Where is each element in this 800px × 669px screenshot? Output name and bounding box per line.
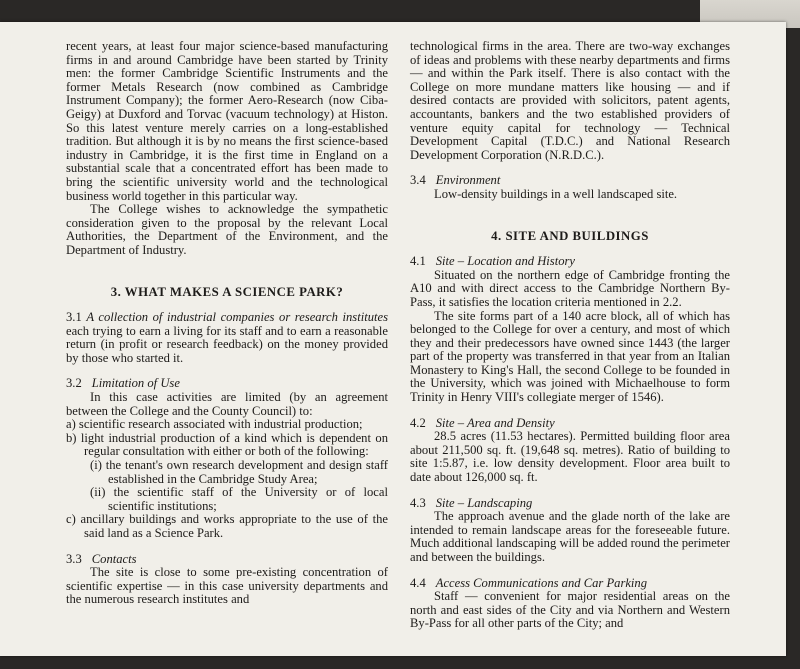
- section-3-2-item-c: c) ancillary buildings and works appropriate to the use of the said land as a Science Park.: [66, 512, 388, 540]
- section-3-2-heading: [66, 377, 388, 391]
- section-4-2-number: 4.2: [410, 415, 426, 430]
- section-3-3-continued: technological firms in the area. There are two-way exchanges of ideas and problems with these nearby departments and firms — and within the Park itself. There is also contact with the College on more mundane matters like housing — and if desired contacts are provided with solicitors, patent agents, accountants, bankers and the two established providers of venture equity capital for technology — Technical Development Capital (T.D.C.) and National Research Development Corporation (N.R.D.C.).: [410, 39, 730, 162]
- section-3-2-item-b-ii: (ii) the scientific staff of the University or of local scientific institutions;: [90, 485, 388, 513]
- section-3-1-number: 3.1: [66, 310, 82, 325]
- right-column: [410, 40, 730, 631]
- section-4-2-title: Site – Area and Density: [435, 415, 555, 430]
- section-3-1-italic: A collection of industrial companies or research institutes: [86, 310, 388, 325]
- intro-paragraph: recent years, at least four major science-based manufacturing firms in and around Cambridge have been started by Trinity men: the former Cambridge Scientific Instruments and the former Metals Research (now combined as Cambridge Instrument Company); the former Aero-Research (now Ciba-Geigy) at Duxford and Torvac (vacuum technology) at Histon. So this latest venture merely carries on a long-established tradition. But although it is by no means the first science-based industry in Cambridge, it is the first time in England on a substantial scale that a concentrated effort has been made to bring the scientific university world and the technological business world together in this particular way.: [66, 39, 388, 203]
- section-4-heading: 4. SITE AND BUILDINGS: [491, 228, 649, 243]
- section-4-4-title: Access Communications and Car Parking: [435, 575, 648, 590]
- acknowledge-paragraph: The College wishes to acknowledge the sympathetic consideration given to the proposal by the relevant Local Authorities, the Department of the Environment, and the Department of Industry.: [66, 202, 388, 257]
- section-4-3-heading: [410, 497, 730, 511]
- section-4-1-number: 4.1: [410, 254, 426, 269]
- section-4-1-title: Site – Location and History: [435, 254, 575, 269]
- section-4-1-paragraph-1: Situated on the northern edge of Cambridge fronting the A10 and with direct access to the Cambridge Northern By-Pass, it satisfies the location criteria mentioned in 2.2.: [410, 267, 730, 309]
- section-4-1-paragraph-2: The site forms part of a 140 acre block, all of which has belonged to the College for over a century, and most of which they and their predecessors have owned since 1443 (the larger part of the property was transferred in that year from an Italian Monastery to King's Hall, the second College to be founded in the University, which was joined with Michaelhouse to form Trinity in Henry VIII's collegiate merger of 1546).: [410, 308, 730, 405]
- section-3-heading: 3. WHAT MAKES A SCIENCE PARK?: [110, 284, 344, 299]
- section-3-3-heading: [66, 553, 388, 567]
- section-3-3-text: The site is close to some pre-existing concentration of scientific expertise — in this case university departments and the numerous research institutes and: [66, 565, 388, 607]
- section-3-2-item-b: b) light industrial production of a kind which is dependent on regular consultation with either or both of the following:: [66, 430, 388, 459]
- section-3-3-title: Contacts: [91, 551, 137, 566]
- section-3-4-heading: [410, 174, 730, 188]
- left-column: [66, 40, 388, 607]
- section-4-2-text: 28.5 acres (11.53 hectares). Permitted building floor area about 211,500 sq. ft. (19,648 sq. metres). Ratio of building to site 1:5.87, i.e. low density development. Floor area built to date about 126,000 sq. ft.: [410, 429, 730, 485]
- section-4-3-number: 4.3: [410, 495, 426, 510]
- section-4-3-title: Site – Landscaping: [435, 495, 533, 510]
- document-page: [0, 22, 786, 656]
- section-4-1-heading: [410, 255, 730, 269]
- section-3-4-title: Environment: [435, 173, 501, 188]
- section-4-3-text: The approach avenue and the glade north of the lake are intended to remain landscape areas for the foreseeable future. Much additional landscaping will be added round the perimeter and between the buildings.: [410, 509, 730, 564]
- section-4-4-text: Staff — convenient for major residential areas on the north and east sides of the City and via Northern and Western By-Pass for all other parts of the City; and: [410, 589, 730, 631]
- section-3-2-number: 3.2: [66, 376, 82, 391]
- section-3-1-text: each trying to earn a living for its staff and to earn a reasonable return (in profit or research feedback) on the money provided by those who started it.: [66, 323, 388, 365]
- section-3-1: [66, 311, 388, 365]
- section-3-4-number: 3.4: [410, 173, 426, 188]
- section-3-2-intro: In this case activities are limited (by an agreement between the College and the County Council) to:: [66, 390, 388, 418]
- section-3-2-item-a: a) scientific research associated with industrial production;: [66, 417, 363, 432]
- section-4-4-heading: [410, 577, 730, 591]
- section-4-2-heading: [410, 417, 730, 431]
- section-3-2-title: Limitation of Use: [91, 376, 180, 391]
- section-4-4-number: 4.4: [410, 575, 426, 590]
- section-3-4-text: Low-density buildings in a well landscaped site.: [434, 186, 678, 201]
- section-3-2-item-b-i: (i) the tenant's own research development and design staff established in the Cambridge Study Area;: [90, 458, 388, 486]
- section-3-3-number: 3.3: [66, 551, 82, 566]
